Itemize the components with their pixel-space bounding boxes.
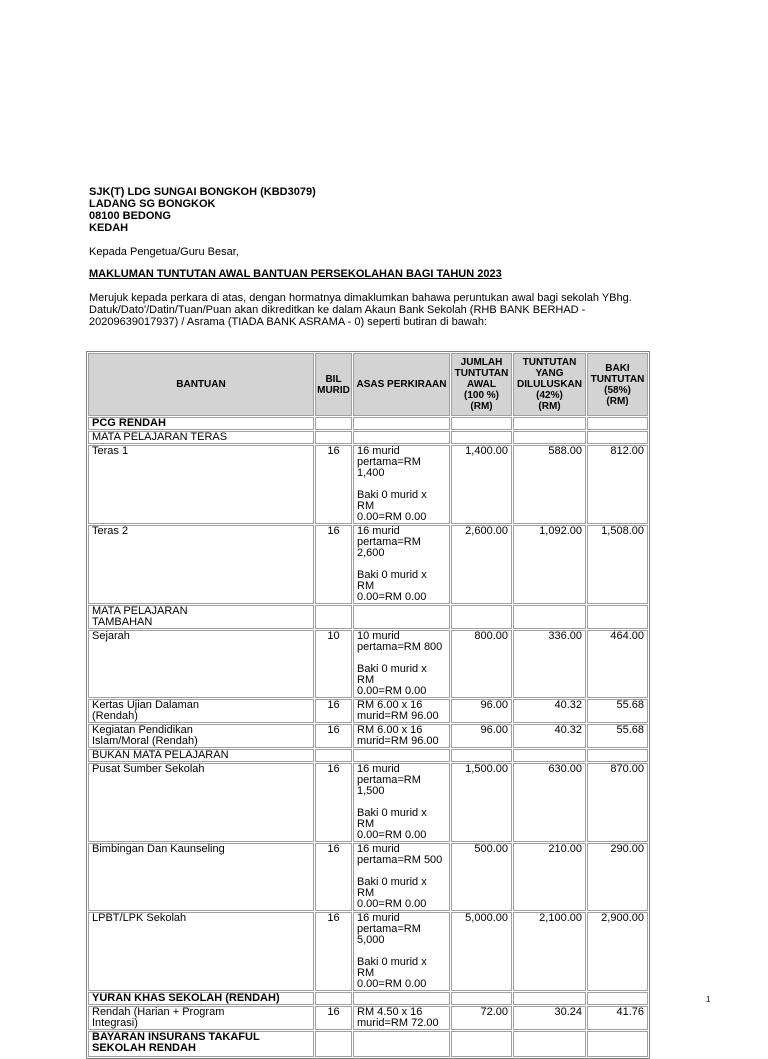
row-lulus: 40.32 — [513, 699, 586, 723]
row-jumlah: 800.00 — [451, 630, 512, 698]
row-jumlah: 5,000.00 — [451, 912, 512, 991]
header-tuntutan-diluluskan: TUNTUTAN YANG DILULUSKAN (42%) (RM) — [513, 353, 586, 416]
subsection-row — [88, 749, 648, 762]
paragraph-line-2: Datuk/Dato'/Datin/Tuan/Puan akan dikreditkan ke dalam Akaun Bank Sekolah (RHB BANK BERHAD - — [89, 304, 586, 316]
row-lulus: 30.24 — [513, 1006, 586, 1030]
table-row — [88, 1006, 648, 1030]
row-jumlah: 72.00 — [451, 1006, 512, 1030]
row-bil: 16 — [315, 1006, 352, 1030]
row-asas: 16 murid pertama=RM 500 Baki 0 murid x RM 0.00=RM 0.00 — [353, 843, 450, 911]
table-row — [88, 843, 648, 911]
subsection-row — [88, 431, 648, 444]
subject-title: MAKLUMAN TUNTUTAN AWAL BANTUAN PERSEKOLAHAN BAGI TAHUN 2023 — [89, 268, 502, 280]
row-baki: 55.68 — [587, 699, 648, 723]
paragraph-line-3: 20209639017937) / Asrama (TIADA BANK ASRAMA - 0) seperti butiran di bawah: — [89, 316, 488, 328]
section-row — [88, 992, 648, 1005]
address-line-3: KEDAH — [89, 222, 129, 234]
row-baki: 41.76 — [587, 1006, 648, 1030]
row-baki: 290.00 — [587, 843, 648, 911]
row-bil: 16 — [315, 763, 352, 842]
row-jumlah: 2,600.00 — [451, 525, 512, 604]
row-lulus: 210.00 — [513, 843, 586, 911]
school-name: SJK(T) LDG SUNGAI BONGKOH (KBD3079) — [89, 186, 316, 198]
row-name: Sejarah — [88, 630, 314, 698]
row-asas: RM 6.00 x 16 murid=RM 96.00 — [353, 724, 450, 748]
row-asas: 16 murid pertama=RM 2,600 Baki 0 murid x RM 0.00=RM 0.00 — [353, 525, 450, 604]
row-lulus: 630.00 — [513, 763, 586, 842]
table-header-row — [88, 353, 648, 416]
section-yuran-khas: YURAN KHAS SEKOLAH (RENDAH) — [88, 992, 314, 1005]
paragraph-line-1: Merujuk kepada perkara di atas, dengan hormatnya dimaklumkan bahawa peruntukan awal bagi sekolah YBhg. — [89, 292, 632, 304]
row-jumlah: 96.00 — [451, 699, 512, 723]
row-bil: 16 — [315, 724, 352, 748]
row-asas: 16 murid pertama=RM 1,500 Baki 0 murid x RM 0.00=RM 0.00 — [353, 763, 450, 842]
row-asas: 16 murid pertama=RM 1,400 Baki 0 murid x RM 0.00=RM 0.00 — [353, 445, 450, 524]
school-address — [89, 186, 316, 234]
address-line-2: 08100 BEDONG — [89, 210, 171, 222]
row-name: Teras 1 — [88, 445, 314, 524]
row-name: Teras 2 — [88, 525, 314, 604]
row-bil: 16 — [315, 843, 352, 911]
row-baki: 870.00 — [587, 763, 648, 842]
table-row — [88, 724, 648, 748]
header-asas-perkiraan: ASAS PERKIRAAN — [353, 353, 450, 416]
header-bil-murid: BIL MURID — [315, 353, 352, 416]
greeting: Kepada Pengetua/Guru Besar, — [89, 246, 239, 258]
table-row — [88, 763, 648, 842]
header-bantuan: BANTUAN — [88, 353, 314, 416]
row-baki: 2,900.00 — [587, 912, 648, 991]
row-baki: 464.00 — [587, 630, 648, 698]
subsection-teras: MATA PELAJARAN TERAS — [88, 431, 314, 444]
subsection-bukan: BUKAN MATA PELAJARAN — [88, 749, 314, 762]
claims-table — [86, 351, 650, 1059]
subsection-row — [88, 605, 648, 629]
row-asas: RM 4.50 x 16 murid=RM 72.00 — [353, 1006, 450, 1030]
row-lulus: 1,092.00 — [513, 525, 586, 604]
intro-paragraph — [89, 292, 689, 328]
section-row — [88, 1031, 648, 1057]
row-asas: 16 murid pertama=RM 5,000 Baki 0 murid x RM 0.00=RM 0.00 — [353, 912, 450, 991]
row-lulus: 2,100.00 — [513, 912, 586, 991]
section-row — [88, 417, 648, 430]
table-row — [88, 445, 648, 524]
row-baki: 1,508.00 — [587, 525, 648, 604]
row-asas: RM 6.00 x 16 murid=RM 96.00 — [353, 699, 450, 723]
row-name: Pusat Sumber Sekolah — [88, 763, 314, 842]
table-row — [88, 630, 648, 698]
row-name: LPBT/LPK Sekolah — [88, 912, 314, 991]
row-bil: 16 — [315, 445, 352, 524]
row-jumlah: 1,500.00 — [451, 763, 512, 842]
header-jumlah-tuntutan: JUMLAH TUNTUTAN AWAL (100 %) (RM) — [451, 353, 512, 416]
row-name: Kegiatan Pendidikan Islam/Moral (Rendah) — [88, 724, 314, 748]
row-baki: 812.00 — [587, 445, 648, 524]
page-number: 1 — [706, 995, 711, 1004]
row-lulus: 336.00 — [513, 630, 586, 698]
row-lulus: 588.00 — [513, 445, 586, 524]
address-line-1: LADANG SG BONGKOK — [89, 198, 216, 210]
row-bil: 16 — [315, 699, 352, 723]
header-baki-tuntutan: BAKI TUNTUTAN (58%) (RM) — [587, 353, 648, 416]
table-row — [88, 912, 648, 991]
section-insurans: BAYARAN INSURANS TAKAFUL SEKOLAH RENDAH — [88, 1031, 314, 1057]
row-name: Kertas Ujian Dalaman (Rendah) — [88, 699, 314, 723]
row-jumlah: 96.00 — [451, 724, 512, 748]
table-row — [88, 699, 648, 723]
row-name: Bimbingan Dan Kaunseling — [88, 843, 314, 911]
row-bil: 16 — [315, 912, 352, 991]
row-lulus: 40.32 — [513, 724, 586, 748]
row-jumlah: 500.00 — [451, 843, 512, 911]
section-pcg-rendah: PCG RENDAH — [88, 417, 314, 430]
subsection-tambahan: MATA PELAJARAN TAMBAHAN — [88, 605, 314, 629]
row-asas: 10 murid pertama=RM 800 Baki 0 murid x RM 0.00=RM 0.00 — [353, 630, 450, 698]
row-jumlah: 1,400.00 — [451, 445, 512, 524]
row-bil: 10 — [315, 630, 352, 698]
row-name: Rendah (Harian + Program Integrasi) — [88, 1006, 314, 1030]
row-baki: 55.68 — [587, 724, 648, 748]
row-bil: 16 — [315, 525, 352, 604]
table-row — [88, 525, 648, 604]
